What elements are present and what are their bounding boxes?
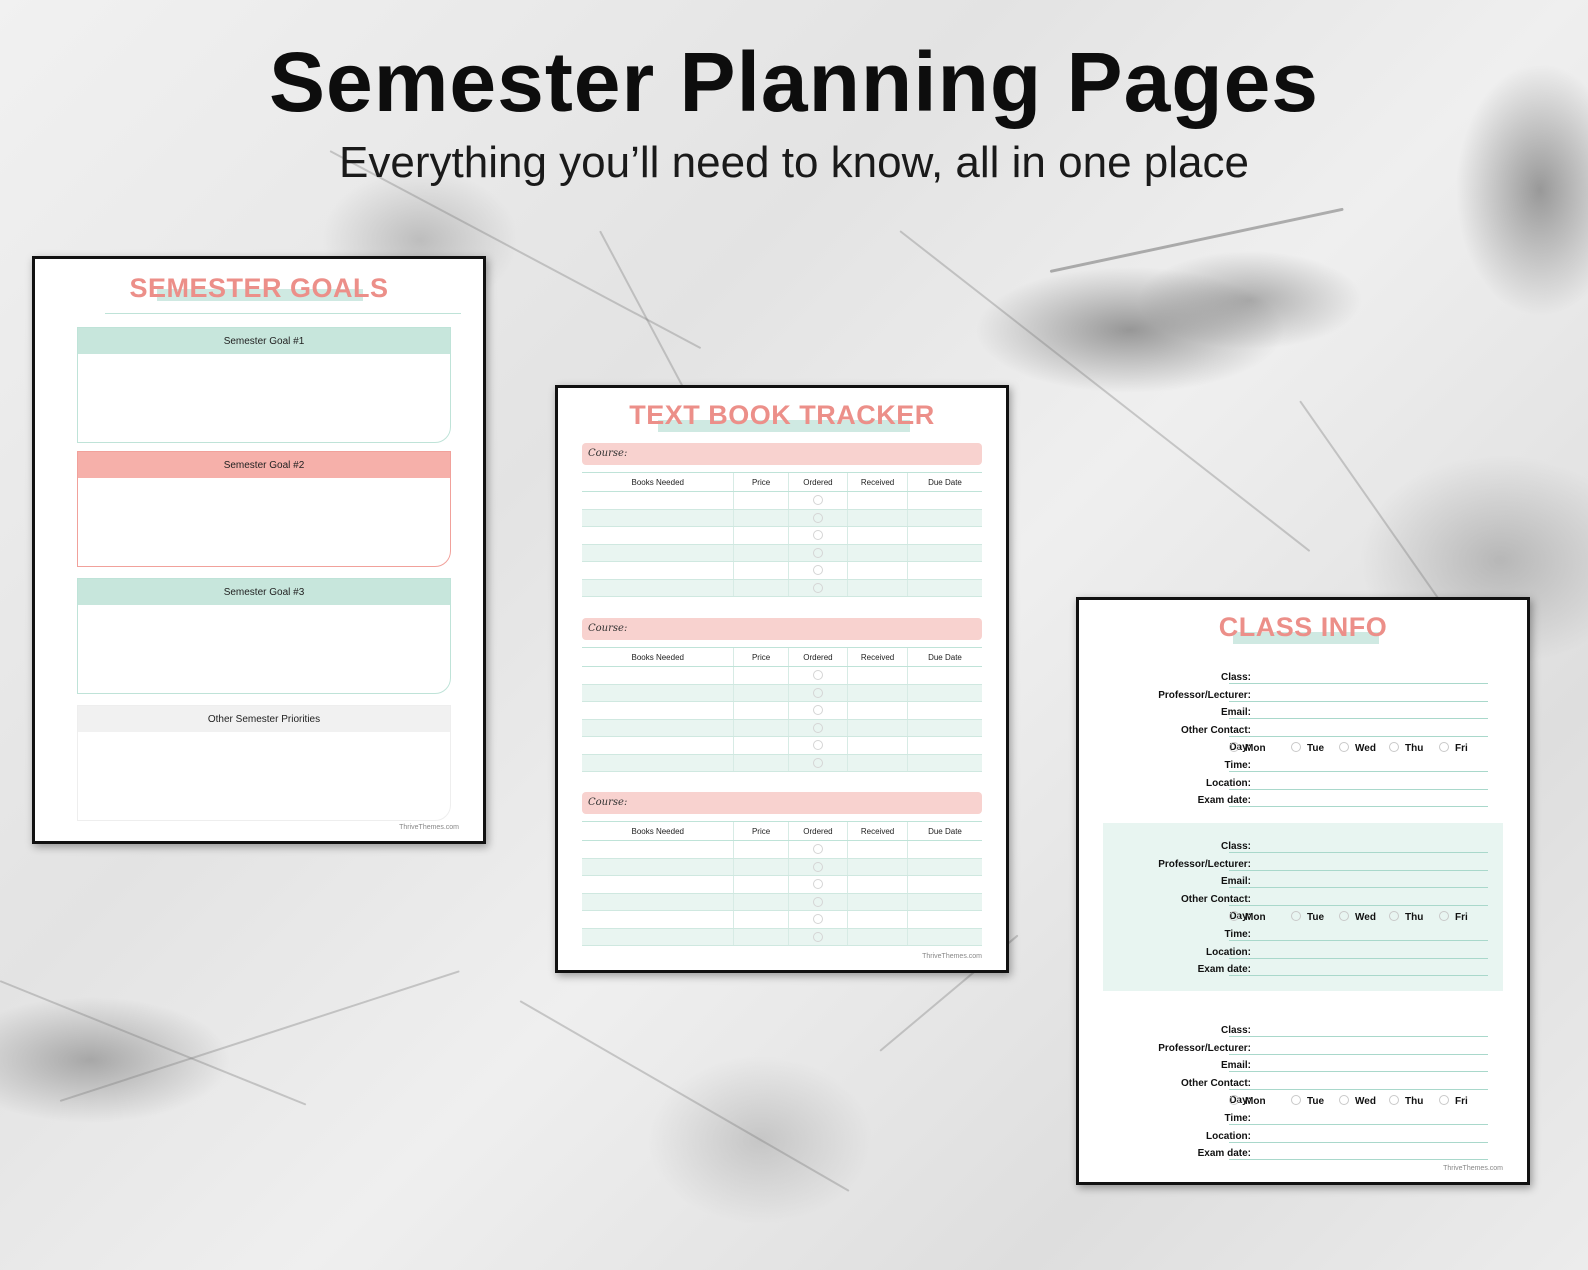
write-in-line[interactable] xyxy=(1229,683,1488,684)
field-label: Time: xyxy=(1224,1113,1251,1124)
write-in-line[interactable] xyxy=(1229,975,1488,976)
field-label: Email: xyxy=(1220,1060,1251,1072)
day-option[interactable] xyxy=(1229,742,1266,754)
class-field-row xyxy=(1079,964,1533,980)
table-cell[interactable] xyxy=(848,928,908,946)
column-header: Due Date xyxy=(907,822,982,841)
table-cell[interactable] xyxy=(907,527,982,545)
column-header: Ordered xyxy=(788,822,848,841)
field-label: Other Contact: xyxy=(1181,1077,1251,1089)
column-header: Received xyxy=(848,473,908,492)
day-option[interactable] xyxy=(1229,911,1266,923)
table-cell[interactable] xyxy=(848,579,908,597)
class-field-row xyxy=(1079,947,1533,963)
day-label: Tue xyxy=(1307,743,1325,755)
table-row xyxy=(582,911,982,929)
table-row xyxy=(582,544,982,562)
field-label: Day: xyxy=(1229,911,1251,923)
radio-circle-icon[interactable] xyxy=(1389,1095,1399,1105)
day-option[interactable] xyxy=(1389,742,1423,754)
tracker-sheet-title: TEXT BOOK TRACKER xyxy=(629,400,935,430)
radio-circle-icon[interactable] xyxy=(1339,1095,1349,1105)
column-header: Price xyxy=(734,822,788,841)
table-cell[interactable] xyxy=(734,702,788,720)
table-row xyxy=(582,667,982,685)
column-header: Due Date xyxy=(907,473,982,492)
column-header: Price xyxy=(734,648,788,667)
table-cell[interactable] xyxy=(734,667,788,685)
day-option[interactable] xyxy=(1439,911,1468,923)
table-row xyxy=(582,737,982,755)
ordered-checkbox[interactable] xyxy=(813,688,823,698)
table-cell[interactable] xyxy=(907,841,982,859)
field-label: Professor/Lecturer: xyxy=(1158,858,1251,870)
table-cell[interactable] xyxy=(848,509,908,527)
field-label: Day: xyxy=(1229,742,1251,754)
table-cell[interactable] xyxy=(848,667,908,685)
table-cell[interactable] xyxy=(734,858,788,876)
table-row xyxy=(582,893,982,911)
table-row xyxy=(582,719,982,737)
class-field-row xyxy=(1079,1060,1533,1076)
class-info-sheet xyxy=(1076,597,1530,1185)
field-label: Professor/Lecturer: xyxy=(1158,689,1251,701)
table-cell[interactable] xyxy=(788,544,848,562)
goal-box-header: Semester Goal #2 xyxy=(78,452,450,478)
goal-box-3[interactable] xyxy=(77,578,451,694)
sheet-footer: ThriveThemes.com xyxy=(922,953,982,960)
write-in-line[interactable] xyxy=(1229,771,1488,772)
class-field-row xyxy=(1079,742,1533,758)
write-in-line[interactable] xyxy=(1229,1159,1488,1160)
write-in-line[interactable] xyxy=(1229,789,1488,790)
field-label: Location: xyxy=(1206,946,1251,958)
field-label: Exam date: xyxy=(1197,1148,1251,1160)
day-option[interactable] xyxy=(1229,1095,1266,1107)
day-option[interactable] xyxy=(1291,1095,1324,1107)
field-label: Class: xyxy=(1220,841,1251,852)
table-cell[interactable] xyxy=(907,737,982,755)
write-in-line[interactable] xyxy=(1229,940,1488,941)
other-priorities-box[interactable] xyxy=(77,705,451,821)
field-label: Professor/Lecturer: xyxy=(1158,1042,1251,1054)
column-header: Ordered xyxy=(788,473,848,492)
day-label: Thu xyxy=(1405,912,1424,924)
books-table xyxy=(582,647,982,772)
column-header: Due Date xyxy=(907,648,982,667)
write-in-line[interactable] xyxy=(1229,1036,1488,1037)
field-label: Location: xyxy=(1206,777,1251,789)
table-cell[interactable] xyxy=(582,492,734,510)
table-cell[interactable] xyxy=(582,893,734,911)
table-cell[interactable] xyxy=(734,684,788,702)
field-label: Other Contact: xyxy=(1181,893,1251,905)
field-label: Time: xyxy=(1224,760,1251,771)
table-cell[interactable] xyxy=(907,911,982,929)
goal-box-header: Semester Goal #1 xyxy=(78,328,450,354)
class-field-row xyxy=(1079,778,1533,794)
class-field-row xyxy=(1079,876,1533,892)
table-cell[interactable] xyxy=(788,876,848,894)
day-label: Fri xyxy=(1455,912,1468,924)
table-cell[interactable] xyxy=(582,544,734,562)
field-label: Email: xyxy=(1220,707,1251,719)
radio-circle-icon[interactable] xyxy=(1291,911,1301,921)
table-cell[interactable] xyxy=(848,719,908,737)
ordered-checkbox[interactable] xyxy=(813,670,823,680)
radio-circle-icon[interactable] xyxy=(1229,1095,1239,1105)
goal-box-header: Other Semester Priorities xyxy=(78,706,450,732)
table-row xyxy=(582,841,982,859)
table-cell[interactable] xyxy=(907,562,982,580)
table-cell[interactable] xyxy=(848,702,908,720)
class-field-row xyxy=(1079,795,1533,811)
class-field-row xyxy=(1079,1113,1533,1129)
table-cell[interactable] xyxy=(582,841,734,859)
table-cell[interactable] xyxy=(788,911,848,929)
table-cell[interactable] xyxy=(734,754,788,772)
class-field-row xyxy=(1079,1095,1533,1111)
table-cell[interactable] xyxy=(582,509,734,527)
textbook-tracker-sheet xyxy=(555,385,1009,973)
class-field-row xyxy=(1079,841,1533,857)
table-cell[interactable] xyxy=(734,509,788,527)
table-cell[interactable] xyxy=(788,702,848,720)
ordered-checkbox[interactable] xyxy=(813,914,823,924)
table-cell[interactable] xyxy=(848,562,908,580)
radio-circle-icon[interactable] xyxy=(1291,742,1301,752)
day-option[interactable] xyxy=(1339,1095,1376,1107)
write-in-line[interactable] xyxy=(1229,1089,1488,1090)
column-header: Price xyxy=(734,473,788,492)
class-field-row xyxy=(1079,1131,1533,1147)
table-cell[interactable] xyxy=(582,858,734,876)
day-option[interactable] xyxy=(1439,1095,1468,1107)
table-cell[interactable] xyxy=(788,579,848,597)
table-cell[interactable] xyxy=(907,702,982,720)
table-cell[interactable] xyxy=(582,702,734,720)
day-label: Mon xyxy=(1245,1096,1266,1108)
day-label: Thu xyxy=(1405,743,1424,755)
table-cell[interactable] xyxy=(582,911,734,929)
write-in-line[interactable] xyxy=(1229,958,1488,959)
column-header: Received xyxy=(848,648,908,667)
day-option[interactable] xyxy=(1291,911,1324,923)
column-header: Ordered xyxy=(788,648,848,667)
table-cell[interactable] xyxy=(734,928,788,946)
ordered-checkbox[interactable] xyxy=(813,932,823,942)
books-table xyxy=(582,821,982,946)
table-cell[interactable] xyxy=(734,911,788,929)
day-option[interactable] xyxy=(1439,742,1468,754)
sheet-footer: ThriveThemes.com xyxy=(399,824,459,831)
class-field-row xyxy=(1079,929,1533,945)
table-cell[interactable] xyxy=(788,667,848,685)
table-cell[interactable] xyxy=(734,544,788,562)
table-row xyxy=(582,562,982,580)
day-label: Thu xyxy=(1405,1096,1424,1108)
table-cell[interactable] xyxy=(734,492,788,510)
table-row xyxy=(582,754,982,772)
radio-circle-icon[interactable] xyxy=(1229,742,1239,752)
table-row xyxy=(582,579,982,597)
sheet-footer: ThriveThemes.com xyxy=(1443,1165,1503,1172)
table-cell[interactable] xyxy=(907,667,982,685)
table-cell[interactable] xyxy=(734,579,788,597)
table-cell[interactable] xyxy=(848,841,908,859)
table-cell[interactable] xyxy=(582,527,734,545)
day-label: Tue xyxy=(1307,1096,1325,1108)
column-header: Received xyxy=(848,822,908,841)
table-cell[interactable] xyxy=(788,928,848,946)
table-cell[interactable] xyxy=(582,754,734,772)
field-label: Email: xyxy=(1220,876,1251,888)
table-cell[interactable] xyxy=(734,876,788,894)
class-field-row xyxy=(1079,1043,1533,1059)
day-label: Wed xyxy=(1355,743,1376,755)
class-field-row xyxy=(1079,672,1533,688)
table-cell[interactable] xyxy=(848,876,908,894)
table-cell[interactable] xyxy=(788,754,848,772)
table-cell[interactable] xyxy=(788,858,848,876)
table-cell[interactable] xyxy=(907,754,982,772)
day-label: Wed xyxy=(1355,1096,1376,1108)
field-label: Day: xyxy=(1229,1095,1251,1107)
field-label: Other Contact: xyxy=(1181,724,1251,736)
table-cell[interactable] xyxy=(734,562,788,580)
ordered-checkbox[interactable] xyxy=(813,583,823,593)
day-label: Mon xyxy=(1245,912,1266,924)
ordered-checkbox[interactable] xyxy=(813,495,823,505)
day-label: Fri xyxy=(1455,743,1468,755)
day-option[interactable] xyxy=(1291,742,1324,754)
table-row xyxy=(582,876,982,894)
table-cell[interactable] xyxy=(848,893,908,911)
write-in-line[interactable] xyxy=(1229,806,1488,807)
write-in-line[interactable] xyxy=(1229,718,1488,719)
day-label: Fri xyxy=(1455,1096,1468,1108)
table-cell[interactable] xyxy=(848,527,908,545)
table-cell[interactable] xyxy=(582,928,734,946)
column-header: Books Needed xyxy=(582,648,734,667)
radio-circle-icon[interactable] xyxy=(1439,742,1449,752)
table-cell[interactable] xyxy=(734,841,788,859)
table-cell[interactable] xyxy=(582,579,734,597)
table-cell[interactable] xyxy=(788,562,848,580)
ordered-checkbox[interactable] xyxy=(813,897,823,907)
field-label: Exam date: xyxy=(1197,964,1251,976)
table-cell[interactable] xyxy=(788,719,848,737)
radio-circle-icon[interactable] xyxy=(1389,911,1399,921)
table-cell[interactable] xyxy=(907,858,982,876)
write-in-line[interactable] xyxy=(1229,870,1488,871)
table-cell[interactable] xyxy=(582,562,734,580)
table-cell[interactable] xyxy=(907,509,982,527)
table-cell[interactable] xyxy=(582,667,734,685)
write-in-line[interactable] xyxy=(1229,736,1488,737)
table-cell[interactable] xyxy=(907,579,982,597)
table-cell[interactable] xyxy=(734,527,788,545)
ordered-checkbox[interactable] xyxy=(813,740,823,750)
field-label: Location: xyxy=(1206,1130,1251,1142)
ordered-checkbox[interactable] xyxy=(813,879,823,889)
day-option[interactable] xyxy=(1389,911,1423,923)
table-cell[interactable] xyxy=(907,684,982,702)
table-cell[interactable] xyxy=(734,719,788,737)
column-header: Books Needed xyxy=(582,822,734,841)
goal-box-1[interactable] xyxy=(77,327,451,443)
books-table xyxy=(582,472,982,597)
table-cell[interactable] xyxy=(788,841,848,859)
table-cell[interactable] xyxy=(788,737,848,755)
write-in-line[interactable] xyxy=(1229,1054,1488,1055)
table-cell[interactable] xyxy=(788,893,848,911)
day-label: Tue xyxy=(1307,912,1325,924)
ordered-checkbox[interactable] xyxy=(813,565,823,575)
radio-circle-icon[interactable] xyxy=(1439,911,1449,921)
field-label: Time: xyxy=(1224,929,1251,940)
table-cell[interactable] xyxy=(734,737,788,755)
table-cell[interactable] xyxy=(788,527,848,545)
table-row xyxy=(582,858,982,876)
radio-circle-icon[interactable] xyxy=(1389,742,1399,752)
day-option[interactable] xyxy=(1389,1095,1423,1107)
ordered-checkbox[interactable] xyxy=(813,530,823,540)
ordered-checkbox[interactable] xyxy=(813,758,823,768)
table-cell[interactable] xyxy=(788,509,848,527)
ordered-checkbox[interactable] xyxy=(813,513,823,523)
radio-circle-icon[interactable] xyxy=(1229,911,1239,921)
write-in-line[interactable] xyxy=(1229,1124,1488,1125)
table-cell[interactable] xyxy=(907,492,982,510)
class-field-row xyxy=(1079,1148,1533,1164)
table-cell[interactable] xyxy=(582,876,734,894)
column-header: Books Needed xyxy=(582,473,734,492)
class-field-row xyxy=(1079,725,1533,741)
table-row xyxy=(582,509,982,527)
class-field-row xyxy=(1079,1078,1533,1094)
table-cell[interactable] xyxy=(734,893,788,911)
class-field-row xyxy=(1079,911,1533,927)
table-cell[interactable] xyxy=(788,684,848,702)
radio-circle-icon[interactable] xyxy=(1339,742,1349,752)
table-cell[interactable] xyxy=(907,544,982,562)
table-cell[interactable] xyxy=(848,492,908,510)
field-label: Class: xyxy=(1220,1025,1251,1036)
write-in-line[interactable] xyxy=(1229,1071,1488,1072)
table-cell[interactable] xyxy=(848,754,908,772)
field-label: Class: xyxy=(1220,672,1251,683)
table-row xyxy=(582,702,982,720)
table-row xyxy=(582,928,982,946)
class-field-row xyxy=(1079,859,1533,875)
day-option[interactable] xyxy=(1339,911,1376,923)
semester-goals-sheet xyxy=(32,256,486,844)
table-row xyxy=(582,492,982,510)
table-row xyxy=(582,527,982,545)
field-label: Exam date: xyxy=(1197,795,1251,807)
class-field-row xyxy=(1079,707,1533,723)
table-cell[interactable] xyxy=(907,893,982,911)
write-in-line[interactable] xyxy=(1229,701,1488,702)
table-cell[interactable] xyxy=(907,876,982,894)
ordered-checkbox[interactable] xyxy=(813,844,823,854)
class-sheet-title: CLASS INFO xyxy=(1218,612,1388,642)
table-cell[interactable] xyxy=(848,684,908,702)
write-in-line[interactable] xyxy=(1229,852,1488,853)
write-in-line[interactable] xyxy=(1229,905,1488,906)
title-divider xyxy=(105,313,461,314)
write-in-line[interactable] xyxy=(1229,887,1488,888)
ordered-checkbox[interactable] xyxy=(813,705,823,715)
table-cell[interactable] xyxy=(848,858,908,876)
day-label: Mon xyxy=(1245,743,1266,755)
write-in-line[interactable] xyxy=(1229,1142,1488,1143)
ordered-checkbox[interactable] xyxy=(813,548,823,558)
table-cell[interactable] xyxy=(848,544,908,562)
table-cell[interactable] xyxy=(848,911,908,929)
goal-box-2[interactable] xyxy=(77,451,451,567)
day-option[interactable] xyxy=(1339,742,1376,754)
class-field-row xyxy=(1079,760,1533,776)
class-field-row xyxy=(1079,894,1533,910)
day-label: Wed xyxy=(1355,912,1376,924)
course-name-field[interactable]: Course: xyxy=(582,618,982,640)
course-name-field[interactable]: Course: xyxy=(582,792,982,814)
class-field-row xyxy=(1079,690,1533,706)
table-cell[interactable] xyxy=(582,719,734,737)
goal-box-header: Semester Goal #3 xyxy=(78,579,450,605)
table-cell[interactable] xyxy=(907,928,982,946)
course-name-field[interactable]: Course: xyxy=(582,443,982,465)
ordered-checkbox[interactable] xyxy=(813,723,823,733)
table-cell[interactable] xyxy=(582,737,734,755)
table-row xyxy=(582,684,982,702)
radio-circle-icon[interactable] xyxy=(1439,1095,1449,1105)
class-field-row xyxy=(1079,1025,1533,1041)
radio-circle-icon[interactable] xyxy=(1291,1095,1301,1105)
page-title: Semester Planning Pages xyxy=(268,35,1320,129)
table-cell[interactable] xyxy=(848,737,908,755)
radio-circle-icon[interactable] xyxy=(1339,911,1349,921)
table-cell[interactable] xyxy=(907,719,982,737)
page-subtitle: Everything you’ll need to know, all in one place xyxy=(339,138,1249,187)
ordered-checkbox[interactable] xyxy=(813,862,823,872)
goals-sheet-title: SEMESTER GOALS xyxy=(129,273,389,303)
table-cell[interactable] xyxy=(788,492,848,510)
table-cell[interactable] xyxy=(582,684,734,702)
